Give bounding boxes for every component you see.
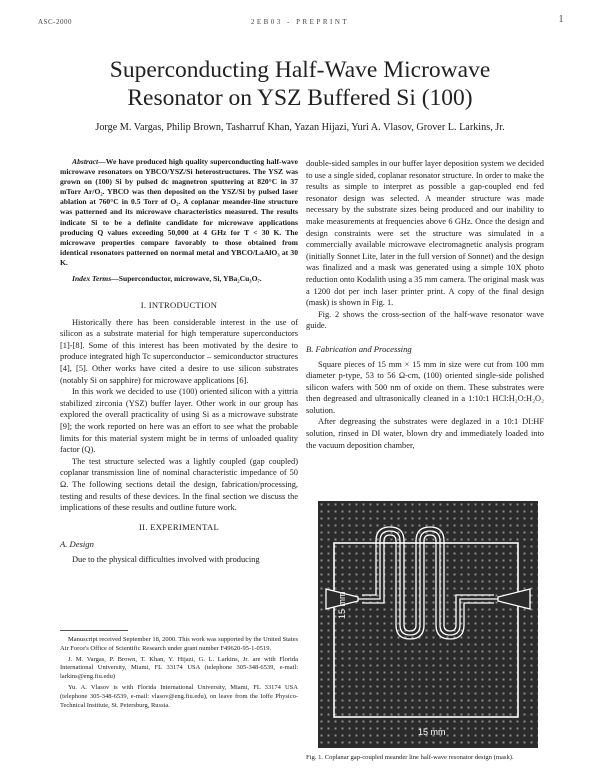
abstract-label: Abstract [72, 157, 99, 166]
footnote-2: J. M. Vargas, P. Brown, T. Khan, Y. Hijazi, G. L. Larkins, Jr. are with Florida International University, Miami, FL 33174 USA (telephone 305-348-6539, e-mail: larkins@eng.fiu.edu) [60, 655, 298, 681]
intro-paragraph-1: Historically there has been considerable interest in the use of silicon as a substrate material for high temperature superconductors [1]-[8]. Some of this interest has been motivated by the desire to produce integrated high Tc superconductor – semiconductor structures [4], [5]. Other works have cited a desire to use silicon substrates (notably Si on sapphire) for microwave applications [6]. [60, 317, 298, 385]
abstract [60, 157, 298, 268]
resonator-mask-figure [318, 501, 538, 748]
figure-caption: Fig. 1. Coplanar gap-coupled meander line half-wave resonator design (mask). [306, 754, 514, 761]
running-header-left: ASC-2000 [38, 18, 72, 26]
title-line-2: Resonator on YSZ Buffered Si (100) [127, 85, 473, 111]
right-column [306, 158, 544, 451]
dimension-label-horizontal: 15 mm [418, 727, 446, 737]
dimension-label-vertical: 15 mm [337, 591, 347, 619]
paper-title [0, 56, 600, 112]
intro-paragraph-3: The test structure selected was a lightly coupled (gap coupled) coplanar transmission line of nominal characteristic impedance of 50 Ω. The following sections detail the design, fabrication/processing, testing and results of these devices. In the final section we discuss the implications of these results and outline future work. [60, 456, 298, 513]
section-heading-introduction: I. INTRODUCTION [140, 300, 218, 311]
left-column [60, 157, 298, 566]
design-paragraph-2: double-sided samples in our buffer layer deposition system we decided to use a single sided, coplanar resonator structure. In order to make the results as simple to interpret as possible a gap-coupled end fed resonator design was selected. A meander structure was made necessary by the substrate sizes being produced and our inability to make measurements at frequencies above 6 GHz. Once the design and design constraints were set the structure was simulated in a commercially available microwave electromagnetic analysis program (initially Sonnet Lite, later in the full version of Sonnet) and the design was finalized and a mask was generated using a simple 10X photo reduction onto Kodalith using a 35 mm camera. The original mask was a 1200 dot per inch laser printer print. A copy of the final design (mask) is shown in Fig. 1. [306, 159, 545, 308]
index-terms-text: —Superconductor, microwave, Si, YBa₂Cu₃O₇. [111, 274, 262, 284]
fabrication-paragraph-1: Square pieces of 15 mm × 15 mm in size were cut from 100 mm diameter p-type, 53 to 56 Ω-cm, (100) oriented single-side polished silicon wafers with 500 nm of oxide on them. These substrates were then degreased and ultrasonically cleaned in a 1:10:1 HCl:H₂O:H₂O₂ solution. [306, 359, 544, 415]
section-heading-experimental: II. EXPERIMENTAL [138, 521, 219, 532]
footnote-3: Yu. A. Vlasov is with Florida International University, Miami, FL 33174 USA (telephone 305-348-6539, e-mail: vlasov@eng.fiu.edu), on leave from the Ioffe Physico-Technical Institute, St. Petersburg, Russia. [60, 683, 298, 709]
author-list: Jorge M. Vargas, Philip Brown, Tasharruf Khan, Yazan Hijazi, Yuri A. Vlasov, Grover L. Larkins, Jr. [95, 122, 505, 133]
running-header-center: 2EB03 - PREPRINT [250, 18, 350, 26]
page-number: 1 [558, 14, 564, 25]
fabrication-paragraph-2: After degreasing the substrates were deglazed in a 10:1 DI:HF solution, rinsed in DI water, blown dry and immediately loaded into the vacuum deposition chamber, [306, 417, 544, 450]
intro-paragraph-2: In this work we decided to use (100) oriented silicon with a yittria stabilized zirconia (YSZ) buffer layer. Other work in our group has explored the overall practicality of using Si as a microwave substrate [9]; the work reported on here was an effort to see what the probable limits for this material system might be in terms of unloaded quality factor (Q). [60, 387, 298, 455]
subsection-heading-design: A. Design [60, 539, 94, 550]
abstract-text: —We have produced high quality superconducting half-wave microwave resonators on YBCO/YSZ/Si heterostructures. The YSZ was grown on (100) Si by pulsed dc magnetron sputtering at 820°C in 37 mTorr Ar/O₂. YBCO was then deposited on the YSZ/Si by pulsed laser ablation at 760°C in 0.5 Torr of O₂. A coplanar meander-line structure was patterned and its microwave characteristics measured. The results indicate Si to be a definite candidate for microwave applications producing Q values exceeding 50,000 at 4 GHz for T < 30 K. The microwave properties compare favorably to those obtained from identical resonators patterned on normal metal and YBCO/LaAlO₃ at 30 K. [60, 157, 298, 267]
design-paragraph-1: Due to the physical difficulties involved with producing [72, 554, 260, 564]
index-terms-label: Index Terms [72, 274, 112, 284]
index-terms [60, 274, 298, 284]
subsection-heading-fabrication: B. Fabrication and Processing [306, 343, 412, 354]
title-line-1: Superconducting Half-Wave Microwave [109, 57, 491, 83]
footnote-rule [60, 630, 128, 631]
mask-background [318, 501, 538, 748]
footnote-1: Manuscript received September 18, 2000. This work was supported by the United States Air Force's Office of Scientific Research under grant number F49620-95-1-0519. [60, 636, 298, 652]
design-paragraph-3: Fig. 2 shows the cross-section of the half-wave resonator wave guide. [306, 309, 544, 331]
footnotes [60, 636, 298, 712]
